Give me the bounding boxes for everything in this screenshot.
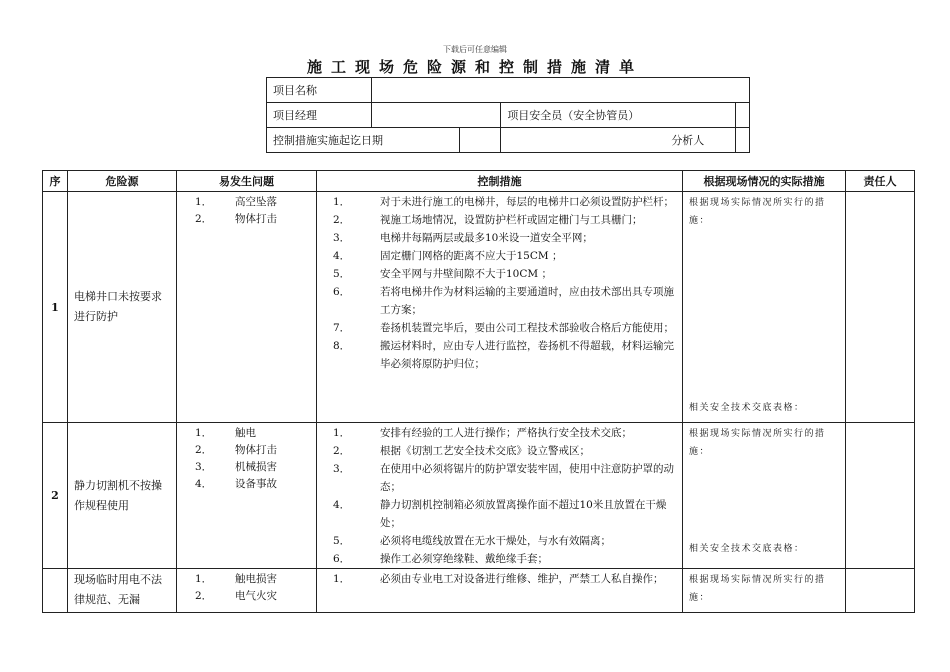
measure-number: 7．	[333, 322, 351, 334]
hazard-table	[42, 170, 915, 613]
analyst-label: 分析人	[501, 128, 736, 153]
measure-number: 6．	[333, 553, 351, 565]
measure-text: 必须由专业电工对设备进行维修、维护，严禁工人私自操作；	[380, 573, 664, 585]
header-measures: 控制措施	[317, 171, 683, 192]
header-issues: 易发生问题	[177, 171, 317, 192]
page-title: 施工现场危险源和控制措施清单	[306, 58, 643, 76]
measure-item	[333, 319, 676, 337]
measure-number: 1．	[333, 196, 351, 208]
watermark: 下载后可任意编辑	[443, 45, 507, 54]
measure-text: 安全平网与井壁间隙不大于10CM ；	[380, 268, 552, 280]
issue-item	[177, 571, 316, 588]
measure-number: 1．	[333, 427, 351, 439]
row-seq: 1	[43, 192, 68, 423]
row-hazard: 现场临时用电不法律规范、无漏	[68, 569, 177, 613]
measure-text: 根据《切割工艺安全技术交底》设立警戒区；	[380, 445, 590, 457]
project-name-field[interactable]	[372, 78, 750, 103]
issue-text: 物体打击	[235, 444, 277, 456]
measure-text: 若将电梯井作为材料运输的主要通道时，应由技术部出具专项施工方案；	[380, 286, 674, 316]
actual-measures-note: 根据现场实际情况所实行的措施：	[689, 198, 826, 226]
issue-text: 高空坠落	[235, 196, 277, 208]
measure-text: 操作工必须穿绝缘鞋、戴绝缘手套；	[380, 553, 548, 565]
issue-number: 1．	[195, 573, 213, 585]
table-row	[43, 192, 915, 423]
measure-text: 电梯井每隔两层或最多10米设一道安全平网；	[380, 232, 593, 244]
row-issues	[177, 423, 317, 569]
row-responsible[interactable]	[846, 569, 915, 613]
table-row	[43, 423, 915, 569]
measure-item	[333, 247, 676, 265]
row-measures	[317, 569, 683, 613]
row-responsible[interactable]	[846, 423, 915, 569]
header-actual: 根据现场情况的实际措施	[683, 171, 846, 192]
row-actual-measures[interactable]	[683, 569, 846, 613]
measure-number: 4．	[333, 250, 351, 262]
row-actual-measures[interactable]	[683, 192, 846, 423]
date-label: 控制措施实施起讫日期	[267, 128, 460, 153]
row-seq: 2	[43, 423, 68, 569]
measure-text: 视施工场地情况，设置防护栏杆或固定栅门与工具栅门；	[380, 214, 643, 226]
header-hazard: 危险源	[68, 171, 177, 192]
measure-item	[333, 460, 676, 496]
project-info-table	[266, 77, 750, 153]
issue-item	[177, 425, 316, 442]
issue-item	[177, 442, 316, 459]
issue-number: 2．	[195, 213, 213, 225]
safety-officer-label: 项目安全员（安全协管员）	[501, 103, 736, 128]
safety-briefing-note: 相关安全技术交底表格：	[689, 403, 805, 413]
measure-number: 3．	[333, 232, 351, 244]
measure-text: 搬运材料时，应由专人进行监控，卷扬机不得超载，材料运输完毕必须将原防护归位；	[380, 340, 674, 370]
measure-number: 8．	[333, 340, 351, 352]
header-responsible: 责任人	[846, 171, 915, 192]
measure-text: 对于未进行施工的电梯井，每层的电梯井口必须设置防护栏杆；	[380, 196, 674, 208]
issue-number: 2．	[195, 590, 213, 602]
measure-item	[333, 570, 676, 588]
measure-item	[333, 337, 676, 373]
actual-measures-note: 根据现场实际情况所实行的措施：	[689, 575, 826, 603]
row-issues	[177, 192, 317, 423]
measure-item	[333, 229, 676, 247]
issue-text: 触电	[235, 427, 256, 439]
measure-number: 4．	[333, 499, 351, 511]
row-responsible[interactable]	[846, 192, 915, 423]
row-measures	[317, 423, 683, 569]
measure-number: 5．	[333, 268, 351, 280]
issue-number: 1．	[195, 427, 213, 439]
measure-item	[333, 265, 676, 283]
actual-measures-note: 根据现场实际情况所实行的措施：	[689, 429, 826, 457]
row-hazard: 静力切割机不按操作规程使用	[68, 423, 177, 569]
issue-text: 设备事故	[235, 478, 277, 490]
issue-number: 4．	[195, 478, 213, 490]
measure-item	[333, 193, 676, 211]
measure-item	[333, 532, 676, 550]
measure-text: 必须将电缆线放置在无水干燥处，与水有效隔离；	[380, 535, 611, 547]
issue-number: 3．	[195, 461, 213, 473]
issue-number: 2．	[195, 444, 213, 456]
issue-text: 机械损害	[235, 461, 277, 473]
measure-item	[333, 550, 676, 568]
row-seq	[43, 569, 68, 613]
safety-briefing-note: 相关安全技术交底表格：	[689, 544, 805, 554]
row-issues	[177, 569, 317, 613]
measure-number: 5．	[333, 535, 351, 547]
safety-officer-field[interactable]	[736, 103, 750, 128]
measure-number: 2．	[333, 445, 351, 457]
measure-item	[333, 496, 676, 532]
project-manager-label: 项目经理	[267, 103, 372, 128]
issue-item	[177, 588, 316, 605]
measure-item	[333, 211, 676, 229]
project-manager-field[interactable]	[372, 103, 501, 128]
measure-item	[333, 283, 676, 319]
measure-item	[333, 442, 676, 460]
measure-number: 1．	[333, 573, 351, 585]
table-row	[43, 569, 915, 613]
issue-item	[177, 211, 316, 228]
measure-text: 安排有经验的工人进行操作；严格执行安全技术交底；	[380, 427, 632, 439]
issue-item	[177, 476, 316, 493]
measure-text: 固定栅门网格的距离不应大于15CM ；	[380, 250, 563, 262]
header-seq: 序	[43, 171, 68, 192]
row-actual-measures[interactable]	[683, 423, 846, 569]
issue-number: 1．	[195, 196, 213, 208]
issue-item	[177, 194, 316, 211]
issue-text: 电气火灾	[235, 590, 277, 602]
issue-item	[177, 459, 316, 476]
measure-item	[333, 424, 676, 442]
measure-number: 3．	[333, 463, 351, 475]
measure-text: 静力切割机控制箱必须放置离操作面不超过10米且放置在干燥处；	[380, 499, 667, 529]
measure-number: 2．	[333, 214, 351, 226]
project-name-label: 项目名称	[267, 78, 372, 103]
analyst-field[interactable]	[736, 128, 750, 153]
issue-text: 物体打击	[235, 213, 277, 225]
row-measures	[317, 192, 683, 423]
measure-text: 卷扬机装置完毕后，要由公司工程技术部验收合格后方能使用；	[380, 322, 674, 334]
issue-text: 触电损害	[235, 573, 277, 585]
row-hazard: 电梯井口未按要求进行防护	[68, 192, 177, 423]
measure-text: 在使用中必须将锯片的防护罩安装牢固，使用中注意防护罩的动态；	[380, 463, 674, 493]
measure-number: 6．	[333, 286, 351, 298]
date-field[interactable]	[460, 128, 501, 153]
